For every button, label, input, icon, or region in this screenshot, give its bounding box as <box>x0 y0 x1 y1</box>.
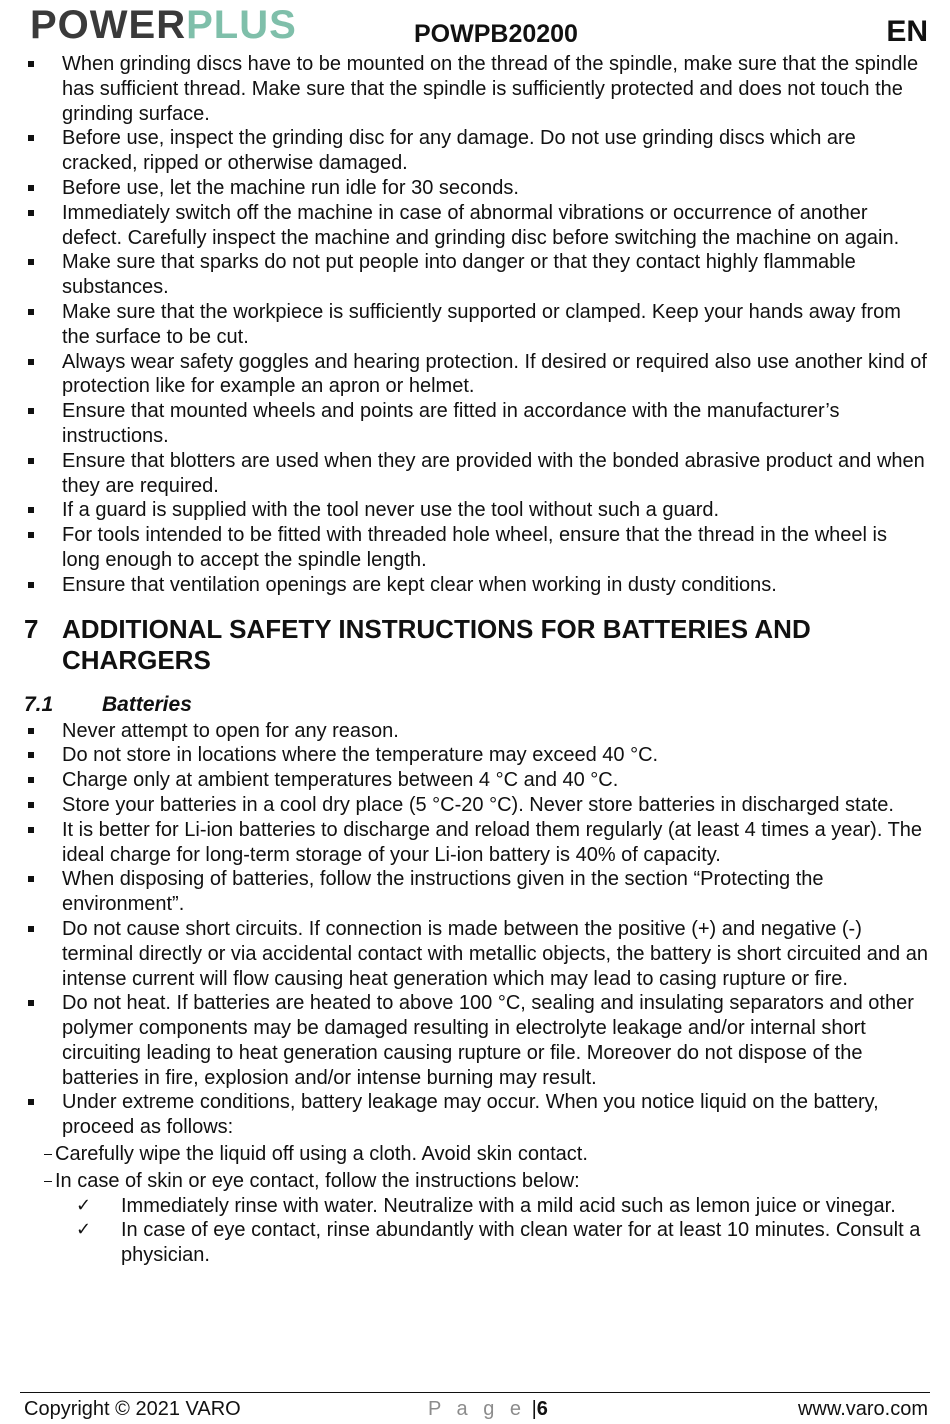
check-icon: ✓ <box>76 1219 92 1241</box>
model-number: POWPB20200 <box>414 20 578 48</box>
list-item-text: Immediately rinse with water. Neutralize with a mild acid such as lemon juice or vinegar. <box>121 1194 896 1217</box>
section-heading <box>24 614 930 676</box>
leakage-steps-list <box>24 1142 930 1194</box>
list-item: In case of skin or eye contact, follow the instructions below: <box>24 1169 930 1194</box>
subsection-heading <box>24 693 930 717</box>
list-item: Under extreme conditions, battery leakage may occur. When you notice liquid on the battery, proceed as follows: <box>24 1090 930 1140</box>
copyright-text: Copyright © 2021 VARO <box>24 1398 241 1420</box>
list-item: If a guard is supplied with the tool never use the tool without such a guard. <box>24 498 930 523</box>
section-title: ADDITIONAL SAFETY INSTRUCTIONS FOR BATTERIES AND CHARGERS <box>62 613 811 675</box>
subsection-title: Batteries <box>102 692 192 716</box>
list-item: Ensure that ventilation openings are kept clear when working in dusty conditions. <box>24 573 930 598</box>
check-icon: ✓ <box>76 1194 92 1216</box>
list-item: Always wear safety goggles and hearing protection. If desired or required also use another kind of protection like for example an apron or helmet. <box>24 350 930 400</box>
grinding-safety-list <box>24 52 930 598</box>
list-item: Before use, let the machine run idle for 30 seconds. <box>24 176 930 201</box>
list-item: Carefully wipe the liquid off using a cloth. Avoid skin contact. <box>24 1142 930 1167</box>
list-item: When disposing of batteries, follow the instructions given in the section “Protecting the environment”. <box>24 867 930 917</box>
list-item <box>24 1218 930 1268</box>
page-header <box>0 0 950 52</box>
logo-plus-text: PLUS <box>186 3 297 47</box>
list-item: Charge only at ambient temperatures between 4 °C and 40 °C. <box>24 768 930 793</box>
footer-divider <box>20 1392 930 1393</box>
page-footer <box>24 1396 928 1422</box>
page-indicator <box>428 1396 548 1422</box>
list-item: Never attempt to open for any reason. <box>24 719 930 744</box>
page-label: P a g e <box>428 1398 527 1420</box>
list-item: It is better for Li-ion batteries to discharge and reload them regularly (at least 4 times a year). The ideal charge for long-term storage of your Li-ion battery is 40% of capacity. <box>24 818 930 868</box>
list-item: Make sure that sparks do not put people into danger or that they contact highly flammable substances. <box>24 250 930 300</box>
list-item-text: In case of eye contact, rinse abundantly with clean water for at least 10 minutes. Consult a physician. <box>121 1219 921 1267</box>
brand-logo <box>30 2 297 48</box>
section-number: 7 <box>24 613 39 644</box>
list-item: Do not store in locations where the temperature may exceed 40 °C. <box>24 743 930 768</box>
list-item: Store your batteries in a cool dry place (5 °C-20 °C). Never store batteries in discharged state. <box>24 793 930 818</box>
battery-safety-list <box>24 719 930 1141</box>
page-content <box>24 52 930 1268</box>
list-item: Do not cause short circuits. If connection is made between the positive (+) and negative (-) terminal directly or via accidental contact with metallic objects, the battery is short circuited and an intense current will flow causing heat generation which may lead to casing rupture or fire. <box>24 917 930 991</box>
website-link[interactable]: www.varo.com <box>797 1398 928 1420</box>
list-item: Ensure that blotters are used when they are provided with the bonded abrasive product and when they are required. <box>24 449 930 499</box>
list-item: Immediately switch off the machine in case of abnormal vibrations or occurrence of another defect. Carefully inspect the machine and grinding disc before switching the machine on again. <box>24 201 930 251</box>
list-item: Before use, inspect the grinding disc for any damage. Do not use grinding discs which are cracked, ripped or otherwise damaged. <box>24 126 930 176</box>
logo-power-text: POWER <box>30 3 187 47</box>
language-code: EN <box>886 15 928 48</box>
list-item: For tools intended to be fitted with threaded hole wheel, ensure that the thread in the wheel is long enough to accept the spindle length. <box>24 523 930 573</box>
page-number: 6 <box>536 1398 548 1420</box>
list-item <box>24 1194 930 1219</box>
list-item: Ensure that mounted wheels and points are fitted in accordance with the manufacturer’s instructions. <box>24 399 930 449</box>
list-item: Make sure that the workpiece is sufficiently supported or clamped. Keep your hands away from the surface to be cut. <box>24 300 930 350</box>
list-item: When grinding discs have to be mounted on the thread of the spindle, make sure that the spindle has sufficient thread. Make sure that the spindle is sufficiently protected and does not touch the grinding surface. <box>24 52 930 126</box>
list-item: Do not heat. If batteries are heated to above 100 °C, sealing and insulating separators and other polymer components may be damaged resulting in electrolyte leakage and/or internal short circuiting leading to heat generation causing rupture or file. Moreover do not dispose of the batteries in fire, explosion and/or intense burning may result. <box>24 991 930 1090</box>
contact-steps-list <box>24 1194 930 1268</box>
page-separator: | <box>531 1398 537 1420</box>
subsection-number: 7.1 <box>24 692 54 716</box>
